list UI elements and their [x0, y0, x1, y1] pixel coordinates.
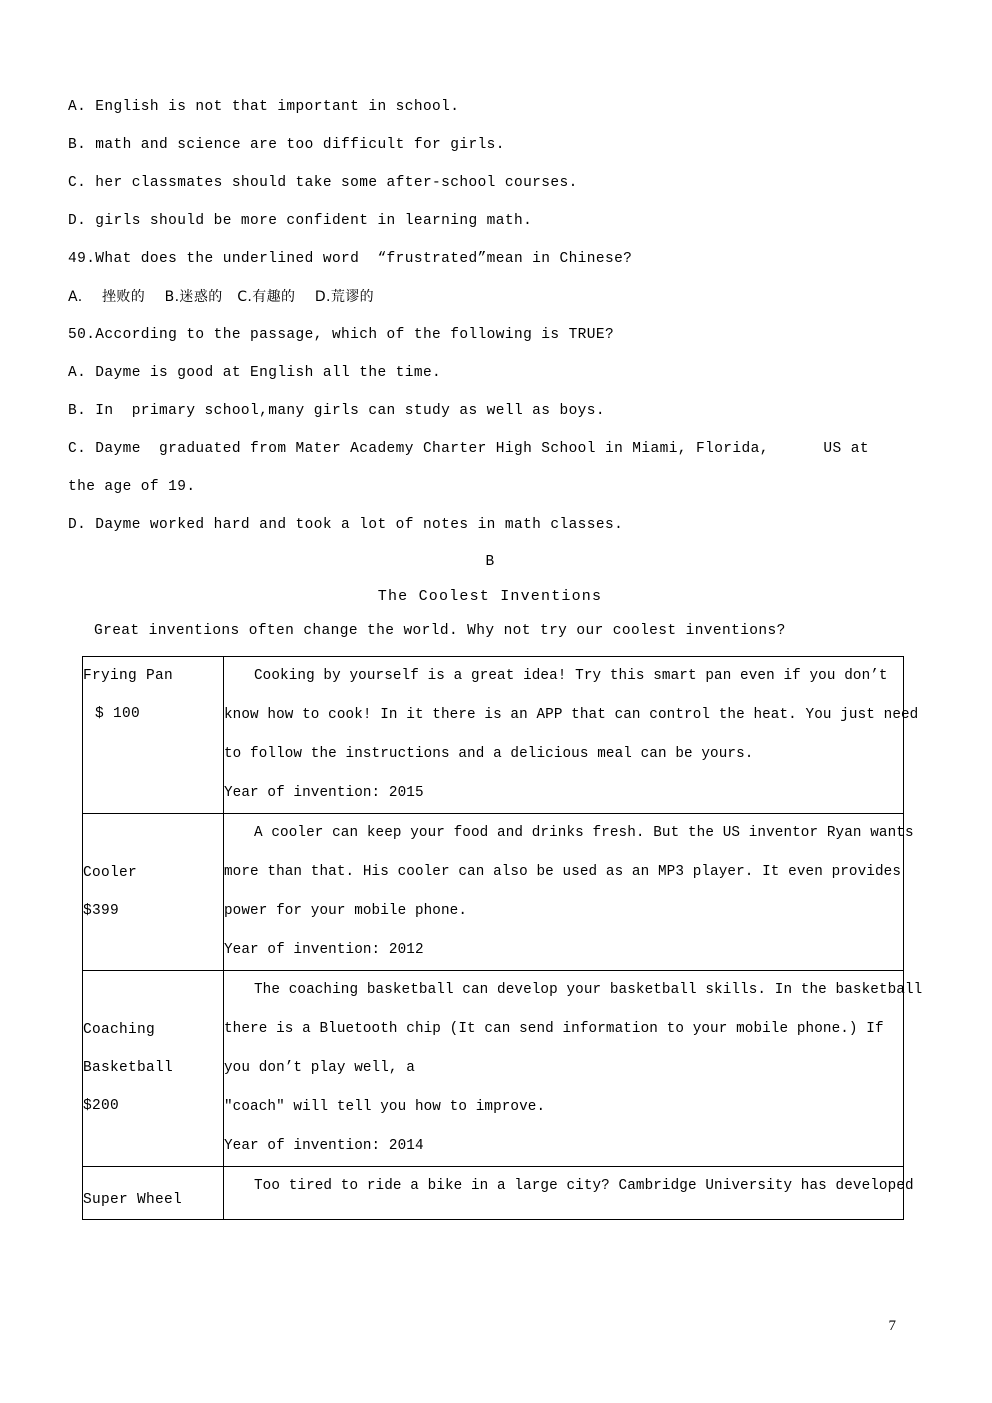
invention-name: Coaching: [83, 1022, 156, 1038]
table-row: [83, 971, 904, 1167]
invention-year: Year of invention: 2014: [224, 1138, 424, 1154]
invention-description-cell: [224, 814, 914, 971]
invention-year: Year of invention: 2015: [224, 785, 424, 801]
description-line: Cooking by yourself is a great idea! Try this smart pan even if you don’t: [254, 668, 888, 684]
table-row: [83, 657, 904, 814]
description-line: to follow the instructions and a delicious meal can be yours.: [224, 746, 754, 762]
invention-name-cell: [83, 814, 224, 971]
question-option: B. math and science are too difficult for girls.: [68, 137, 505, 153]
invention-price: $ 100: [95, 706, 141, 722]
table-row: [83, 814, 904, 971]
invention-description-cell: [224, 971, 923, 1167]
description-line: more than that. His cooler can also be used as an MP3 player. It even provides: [224, 864, 902, 880]
question-option: D. girls should be more confident in learning math.: [68, 213, 533, 229]
passage-title: The Coolest Inventions: [377, 588, 603, 605]
invention-description-cell: [224, 1167, 914, 1220]
invention-name-cell: [83, 1167, 224, 1220]
question-option: C. Dayme graduated from Mater Academy Charter High School in Miami, Florida, US at: [68, 441, 869, 457]
description-line: Too tired to ride a bike in a large city? Cambridge University has developed: [254, 1178, 914, 1194]
description-line: know how to cook! In it there is an APP that can control the heat. You just need: [224, 707, 919, 723]
invention-name-cell: [83, 971, 224, 1167]
question-stem: 50.According to the passage, which of the following is TRUE?: [68, 327, 615, 343]
table-row: [83, 1167, 904, 1220]
description-line: power for your mobile phone.: [224, 903, 468, 919]
description-line: you don’t play well, a: [224, 1060, 415, 1076]
description-line: "coach" will tell you how to improve.: [224, 1099, 546, 1115]
invention-name-cell: [83, 657, 224, 814]
invention-price: $399: [83, 903, 120, 919]
question-option: A. Dayme is good at English all the time.: [68, 365, 442, 381]
question-option: D. Dayme worked hard and took a lot of notes in math classes.: [68, 517, 624, 533]
description-line: The coaching basketball can develop your basketball skills. In the basketball: [254, 982, 923, 998]
page-number: 7: [888, 1318, 896, 1334]
passage-lead: Great inventions often change the world. Why not try our coolest inventions?: [94, 623, 786, 639]
question-option: B. In primary school,many girls can study as well as boys.: [68, 403, 605, 419]
invention-year: Year of invention: 2012: [224, 942, 424, 958]
invention-name-second-line: Basketball: [83, 1060, 174, 1076]
invention-name: Super Wheel: [83, 1192, 183, 1208]
description-line: there is a Bluetooth chip (It can send information to your mobile phone.) If: [224, 1021, 884, 1037]
invention-name: Frying Pan: [83, 668, 174, 684]
question-option-row: A. 挫败的 B.迷惑的 C.有趣的 D.荒谬的: [68, 289, 375, 305]
question-stem: 49.What does the underlined word “frustrated”mean in Chinese?: [68, 251, 633, 267]
inventions-table: [82, 656, 923, 1220]
section-letter: B: [485, 554, 495, 570]
question-option: A. English is not that important in school.: [68, 99, 460, 115]
invention-description-cell: [224, 657, 919, 814]
invention-price: $200: [83, 1098, 120, 1114]
question-option-continuation: the age of 19.: [68, 479, 196, 495]
invention-name: Cooler: [83, 865, 138, 881]
description-line: A cooler can keep your food and drinks fresh. But the US inventor Ryan wants: [254, 825, 914, 841]
question-option: C. her classmates should take some after-school courses.: [68, 175, 578, 191]
